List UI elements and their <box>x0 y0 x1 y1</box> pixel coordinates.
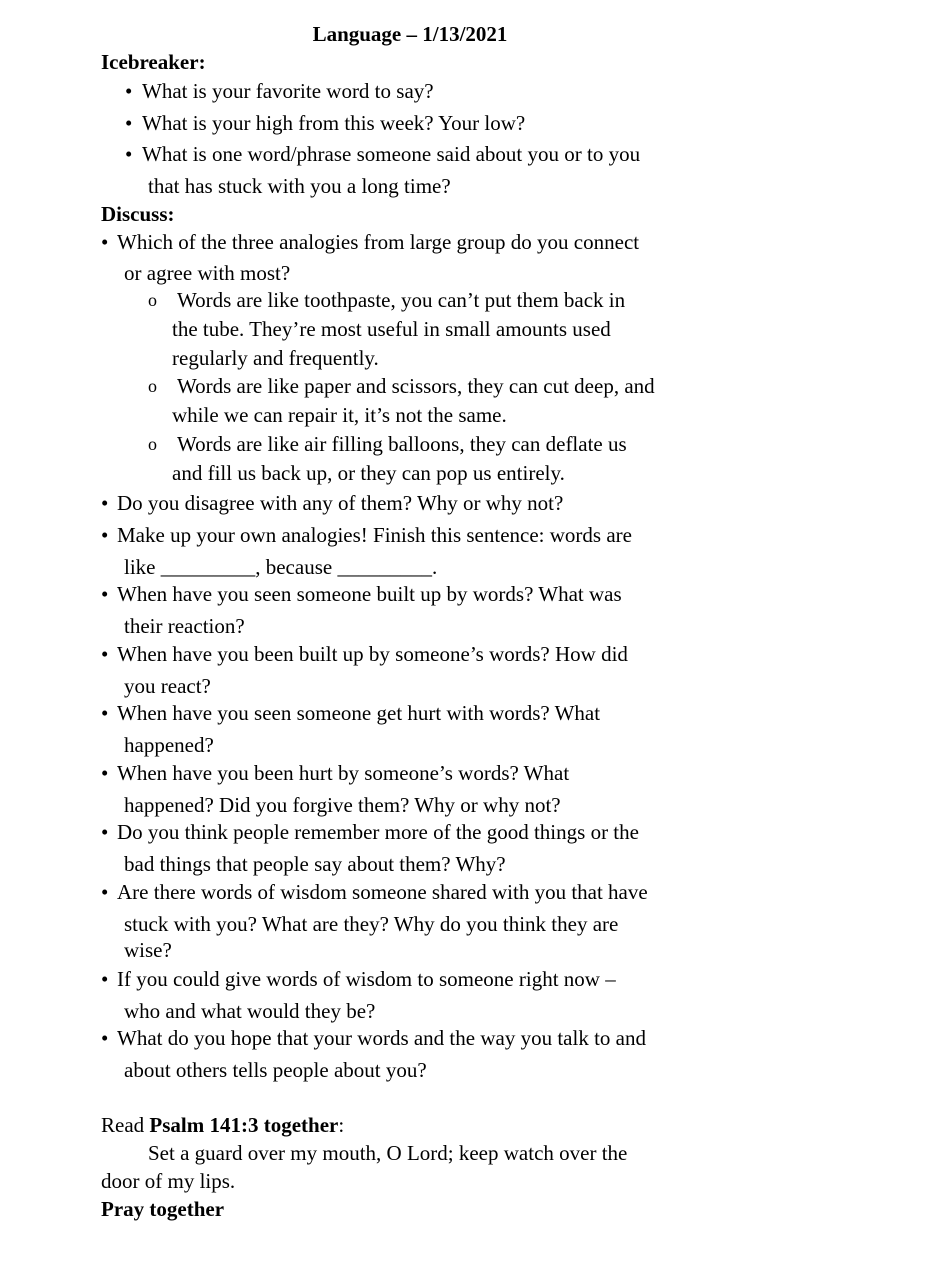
analogy-text: the tube. They’re most useful in small amounts used <box>172 317 611 341</box>
bullet-icon: • <box>101 491 109 515</box>
icebreaker-item-text: What is one word/phrase someone said about you or to you <box>142 142 641 166</box>
bullet-icon: • <box>101 820 109 844</box>
discussion-question <box>101 1023 741 1085</box>
discussion-question <box>101 964 741 1026</box>
page-title: Language – 1/13/2021 <box>312 22 508 46</box>
reading-prefix: Read <box>101 1113 150 1137</box>
analogy-item <box>148 286 748 373</box>
question-text: Do you think people remember more of the good things or the <box>117 820 639 844</box>
icebreaker-item <box>125 139 745 201</box>
circle-bullet-icon: o <box>148 376 157 396</box>
reading-instruction <box>101 1110 344 1140</box>
question-text: like _________, because _________. <box>124 555 438 579</box>
analogy-text: and fill us back up, or they can pop us entirely. <box>172 461 565 485</box>
discuss-heading: Discuss: <box>101 202 175 226</box>
circle-bullet-icon: o <box>148 434 157 454</box>
reading-suffix: : <box>338 1113 345 1137</box>
icebreaker-item-text: What is your high from this week? Your low? <box>142 111 526 135</box>
icebreaker-heading: Icebreaker: <box>101 50 206 74</box>
question-text: bad things that people say about them? Why? <box>124 852 506 876</box>
discussion-question <box>101 758 741 820</box>
circle-bullet-icon: o <box>148 290 157 310</box>
question-text: When have you seen someone get hurt with words? What <box>117 701 601 725</box>
bullet-icon: • <box>101 582 109 606</box>
bullet-icon: • <box>101 701 109 725</box>
discussion-question <box>101 520 741 582</box>
bullet-icon: • <box>101 642 109 666</box>
analogy-text: Words are like paper and scissors, they can cut deep, and <box>177 374 655 398</box>
question-text: When have you been built up by someone’s words? How did <box>117 642 628 666</box>
scripture-reference: Psalm 141:3 together <box>149 1113 339 1137</box>
analogy-item <box>148 372 748 430</box>
analogy-text: Words are like toothpaste, you can’t put them back in <box>177 288 626 312</box>
closing-instruction: Pray together <box>101 1197 225 1221</box>
question-text: you react? <box>124 674 211 698</box>
question-text: Do you disagree with any of them? Why or why not? <box>117 491 564 515</box>
discussion-question <box>101 639 741 701</box>
question-text: If you could give words of wisdom to someone right now – <box>117 967 616 991</box>
question-text: Make up your own analogies! Finish this sentence: words are <box>117 523 632 547</box>
icebreaker-item-text: that has stuck with you a long time? <box>148 174 451 198</box>
question-text: or agree with most? <box>124 261 291 285</box>
scripture-verse: Set a guard over my mouth, O Lord; keep watch over the <box>148 1141 628 1165</box>
question-text: Which of the three analogies from large group do you connect <box>117 230 640 254</box>
scripture-verse: door of my lips. <box>101 1169 236 1193</box>
bullet-icon: • <box>101 967 109 991</box>
question-text: Are there words of wisdom someone shared with you that have <box>117 880 648 904</box>
bullet-icon: • <box>125 79 133 103</box>
question-text: stuck with you? What are they? Why do you think they are <box>124 912 619 936</box>
question-text: When have you been hurt by someone’s words? What <box>117 761 570 785</box>
bullet-icon: • <box>101 880 109 904</box>
discussion-question <box>101 877 741 965</box>
question-text: wise? <box>124 938 172 962</box>
question-text: happened? <box>124 733 214 757</box>
bullet-icon: • <box>101 523 109 547</box>
analogy-text: regularly and frequently. <box>172 346 379 370</box>
icebreaker-item-text: What is your favorite word to say? <box>142 79 434 103</box>
discussion-question <box>101 698 741 760</box>
question-text: about others tells people about you? <box>124 1058 427 1082</box>
bullet-icon: • <box>101 761 109 785</box>
icebreaker-item <box>125 76 745 106</box>
question-text: their reaction? <box>124 614 245 638</box>
question-text: who and what would they be? <box>124 999 376 1023</box>
discussion-question <box>101 817 741 879</box>
icebreaker-item <box>125 108 745 138</box>
analogy-text: while we can repair it, it’s not the same. <box>172 403 507 427</box>
discussion-question <box>101 227 741 288</box>
analogy-text: Words are like air filling balloons, they can deflate us <box>177 432 627 456</box>
bullet-icon: • <box>125 142 133 166</box>
bullet-icon: • <box>101 1026 109 1050</box>
discussion-question <box>101 579 741 641</box>
analogy-item <box>148 430 748 488</box>
bullet-icon: • <box>101 230 109 254</box>
bullet-icon: • <box>125 111 133 135</box>
discussion-question <box>101 488 741 518</box>
question-text: When have you seen someone built up by words? What was <box>117 582 622 606</box>
question-text: happened? Did you forgive them? Why or why not? <box>124 793 561 817</box>
question-text: What do you hope that your words and the way you talk to and <box>117 1026 646 1050</box>
